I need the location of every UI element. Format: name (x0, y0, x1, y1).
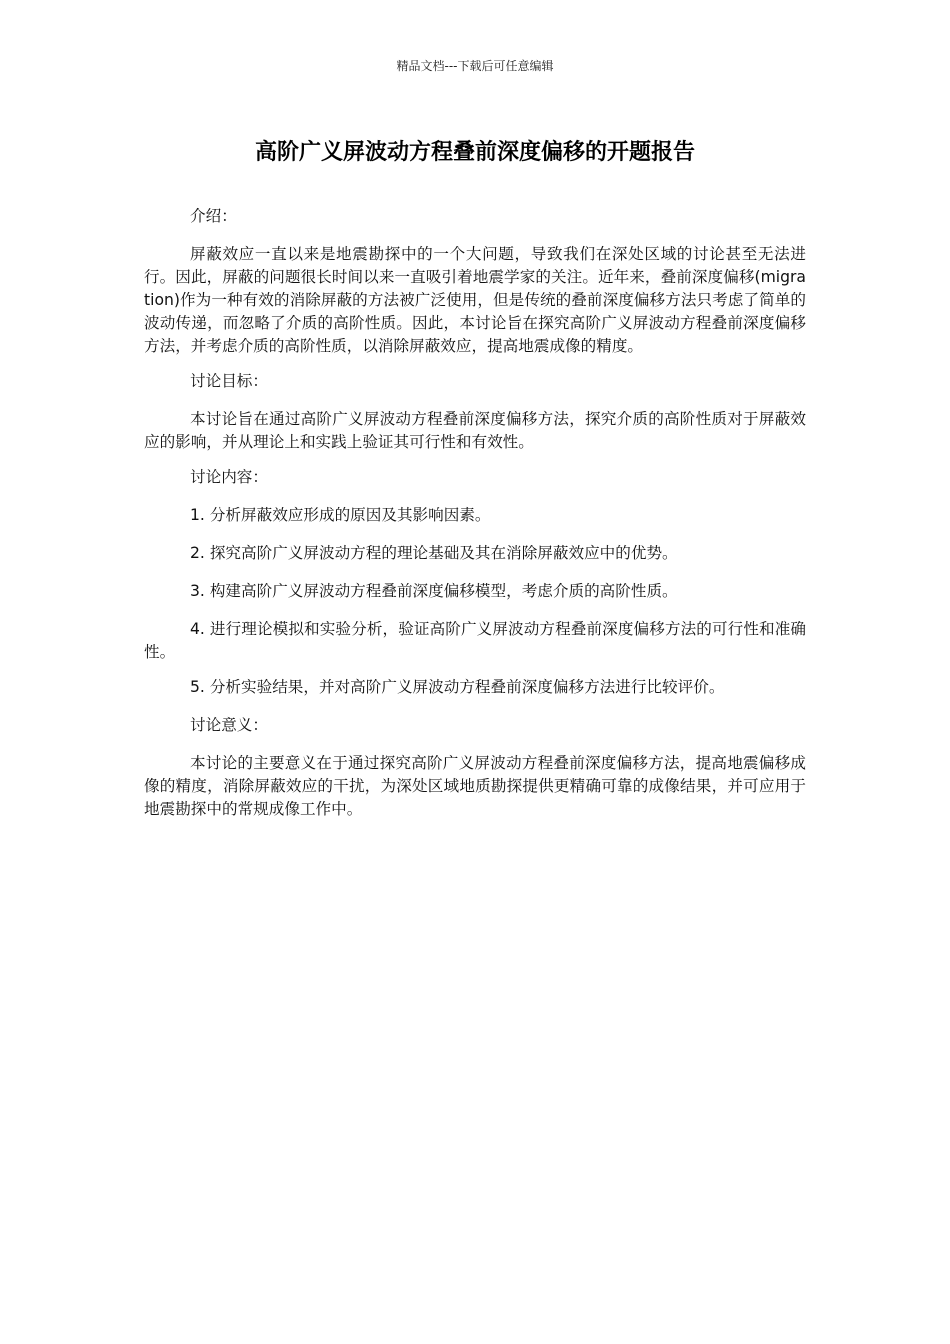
list-item-content-2: 2. 探究高阶广义屏波动方程的理论基础及其在消除屏蔽效应中的优势。 (190, 544, 678, 562)
list-item-content-4: 4. 进行理论模拟和实验分析，验证高阶广义屏波动方程叠前深度偏移方法的可行性和准确性。 (144, 620, 806, 661)
paragraph-significance: 本讨论的主要意义在于通过探究高阶广义屏波动方程叠前深度偏移方法，提高地震偏移成像的精度，消除屏蔽效应的干扰，为深处区域地质勘探提供更精确可靠的成像结果，并可应用于地震勘探中的常规成像工作中。 (144, 754, 806, 818)
section-heading-significance: 讨论意义： (190, 716, 268, 734)
section-heading-contents: 讨论内容： (190, 468, 268, 486)
list-item-content-1: 1. 分析屏蔽效应形成的原因及其影响因素。 (190, 506, 491, 524)
list-item-content-5: 5. 分析实验结果，并对高阶广义屏波动方程叠前深度偏移方法进行比较评价。 (190, 678, 725, 696)
document-body (144, 205, 806, 833)
document-title: 高阶广义屏波动方程叠前深度偏移的开题报告 (254, 140, 695, 165)
paragraph-introduction: 屏蔽效应一直以来是地震勘探中的一个大问题，导致我们在深处区域的讨论甚至无法进行。因此，屏蔽的问题很长时间以来一直吸引着地震学家的关注。近年来，叠前深度偏移(migration)作为一种有效的消除屏蔽的方法被广泛使用，但是传统的叠前深度偏移方法只考虑了简单的波动传递，而忽略了介质的高阶性质。因此，本讨论旨在探究高阶广义屏波动方程叠前深度偏移方法，并考虑介质的高阶性质，以消除屏蔽效应，提高地震成像的精度。 (144, 245, 806, 355)
section-heading-objectives: 讨论目标： (190, 372, 268, 390)
paragraph-objectives: 本讨论旨在通过高阶广义屏波动方程叠前深度偏移方法，探究介质的高阶性质对于屏蔽效应的影响，并从理论上和实践上验证其可行性和有效性。 (144, 410, 806, 451)
list-item-content-3: 3. 构建高阶广义屏波动方程叠前深度偏移模型，考虑介质的高阶性质。 (190, 582, 678, 600)
section-heading-introduction: 介绍： (190, 207, 237, 225)
page-header-note: 精品文档---下载后可任意编辑 (396, 59, 554, 73)
